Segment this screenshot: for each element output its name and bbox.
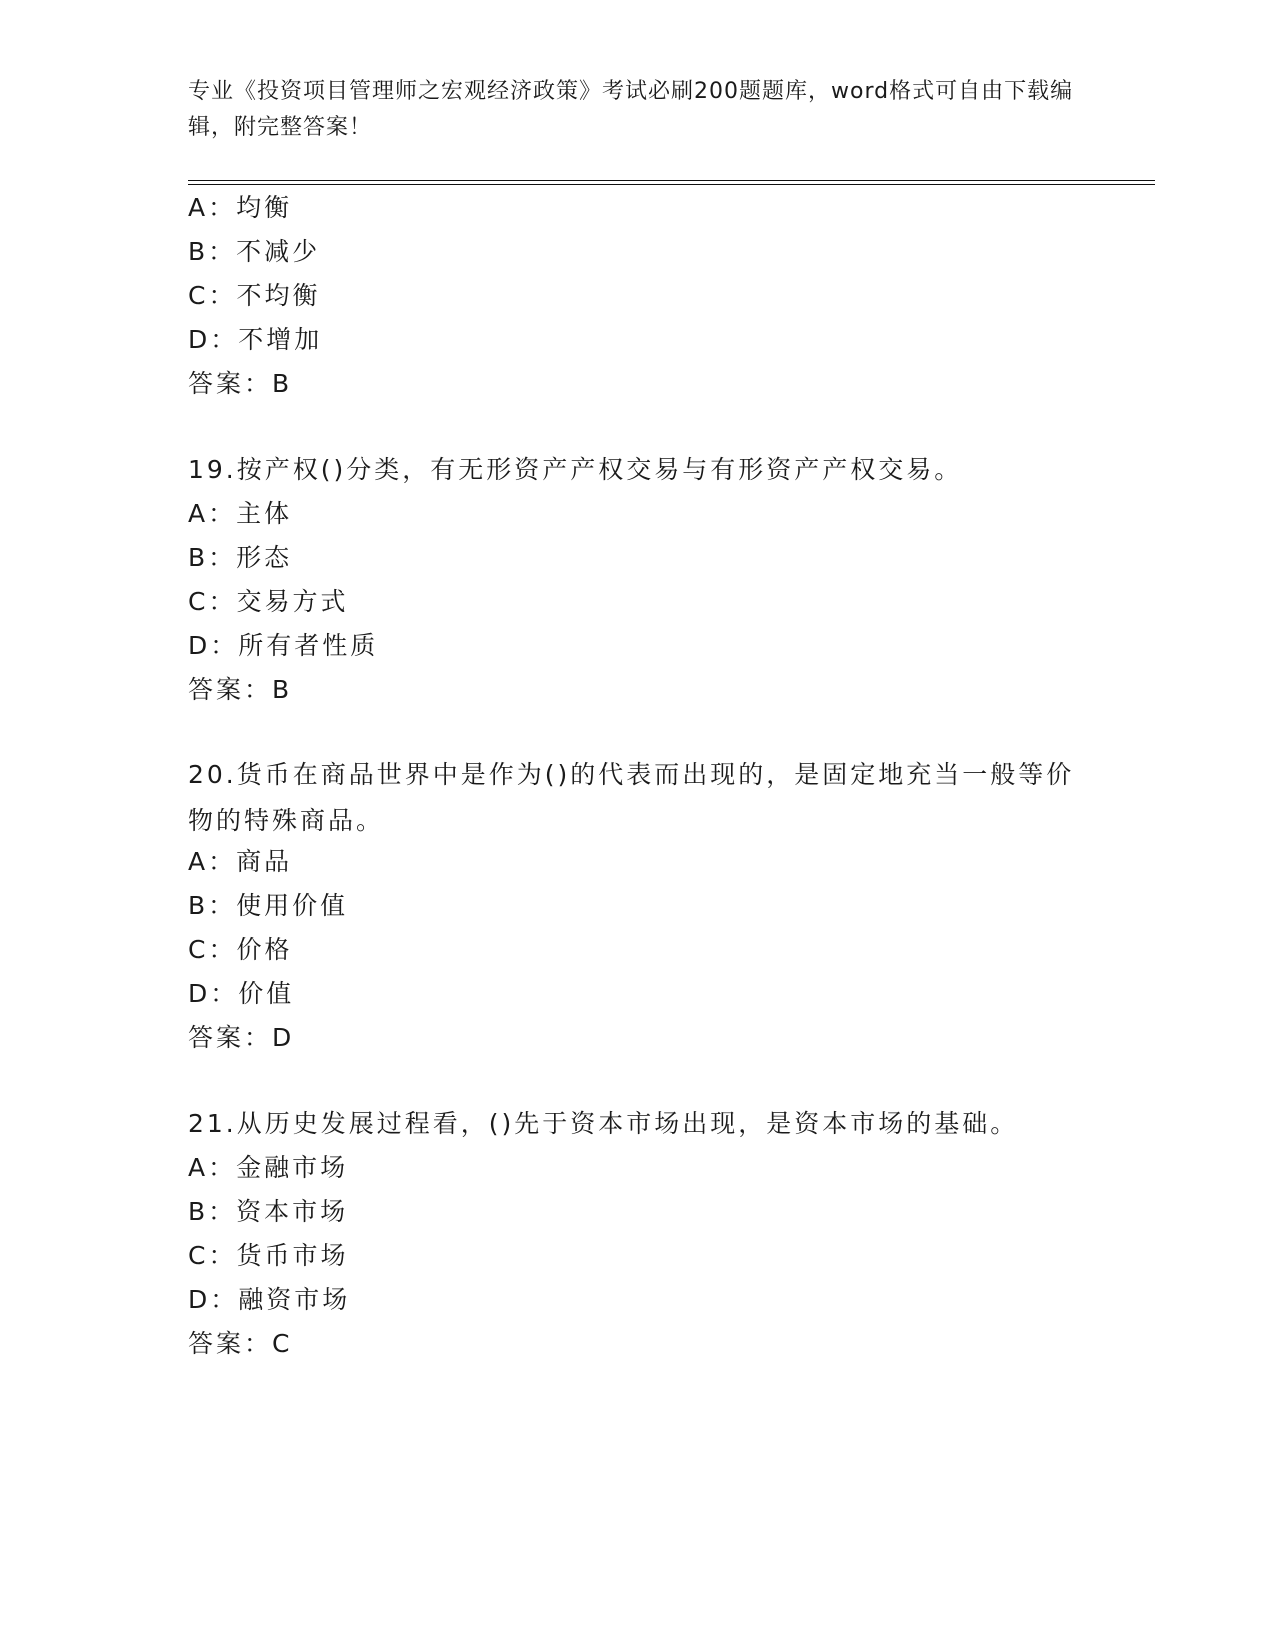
question-stem: 21.从历史发展过程看，()先于资本市场出现，是资本市场的基础。	[188, 1109, 1019, 1138]
option-a: A：商品	[188, 847, 293, 876]
header-divider-top	[188, 180, 1155, 181]
option-d: D：价值	[188, 979, 295, 1008]
option-d: D：所有者性质	[188, 631, 379, 660]
answer-line: 答案：B	[188, 369, 293, 398]
option-b: B：使用价值	[188, 891, 349, 920]
option-d: D：不增加	[188, 325, 323, 354]
option-c: C：货币市场	[188, 1241, 349, 1270]
question-stem: 19.按产权()分类，有无形资产产权交易与有形资产产权交易。	[188, 455, 963, 484]
option-b: B：资本市场	[188, 1197, 349, 1226]
answer-line: 答案：C	[188, 1329, 293, 1358]
option-b: B：形态	[188, 543, 293, 572]
option-c: C：交易方式	[188, 587, 349, 616]
option-d: D：融资市场	[188, 1285, 351, 1314]
option-c: C：不均衡	[188, 281, 321, 310]
option-a: A：金融市场	[188, 1153, 349, 1182]
answer-line: 答案：B	[188, 675, 293, 704]
header-divider-bottom	[188, 184, 1155, 185]
option-b: B：不减少	[188, 237, 321, 266]
document-header: 专业《投资项目管理师之宏观经济政策》考试必刷200题题库，word格式可自由下载编辑，附完整答案！	[188, 79, 1074, 140]
option-a: A：主体	[188, 499, 293, 528]
option-c: C：价格	[188, 935, 293, 964]
answer-line: 答案：D	[188, 1023, 295, 1052]
question-stem: 20.货币在商品世界中是作为()的代表而出现的，是固定地充当一般等价物的特殊商品。	[188, 760, 1075, 835]
option-a: A：均衡	[188, 193, 293, 222]
